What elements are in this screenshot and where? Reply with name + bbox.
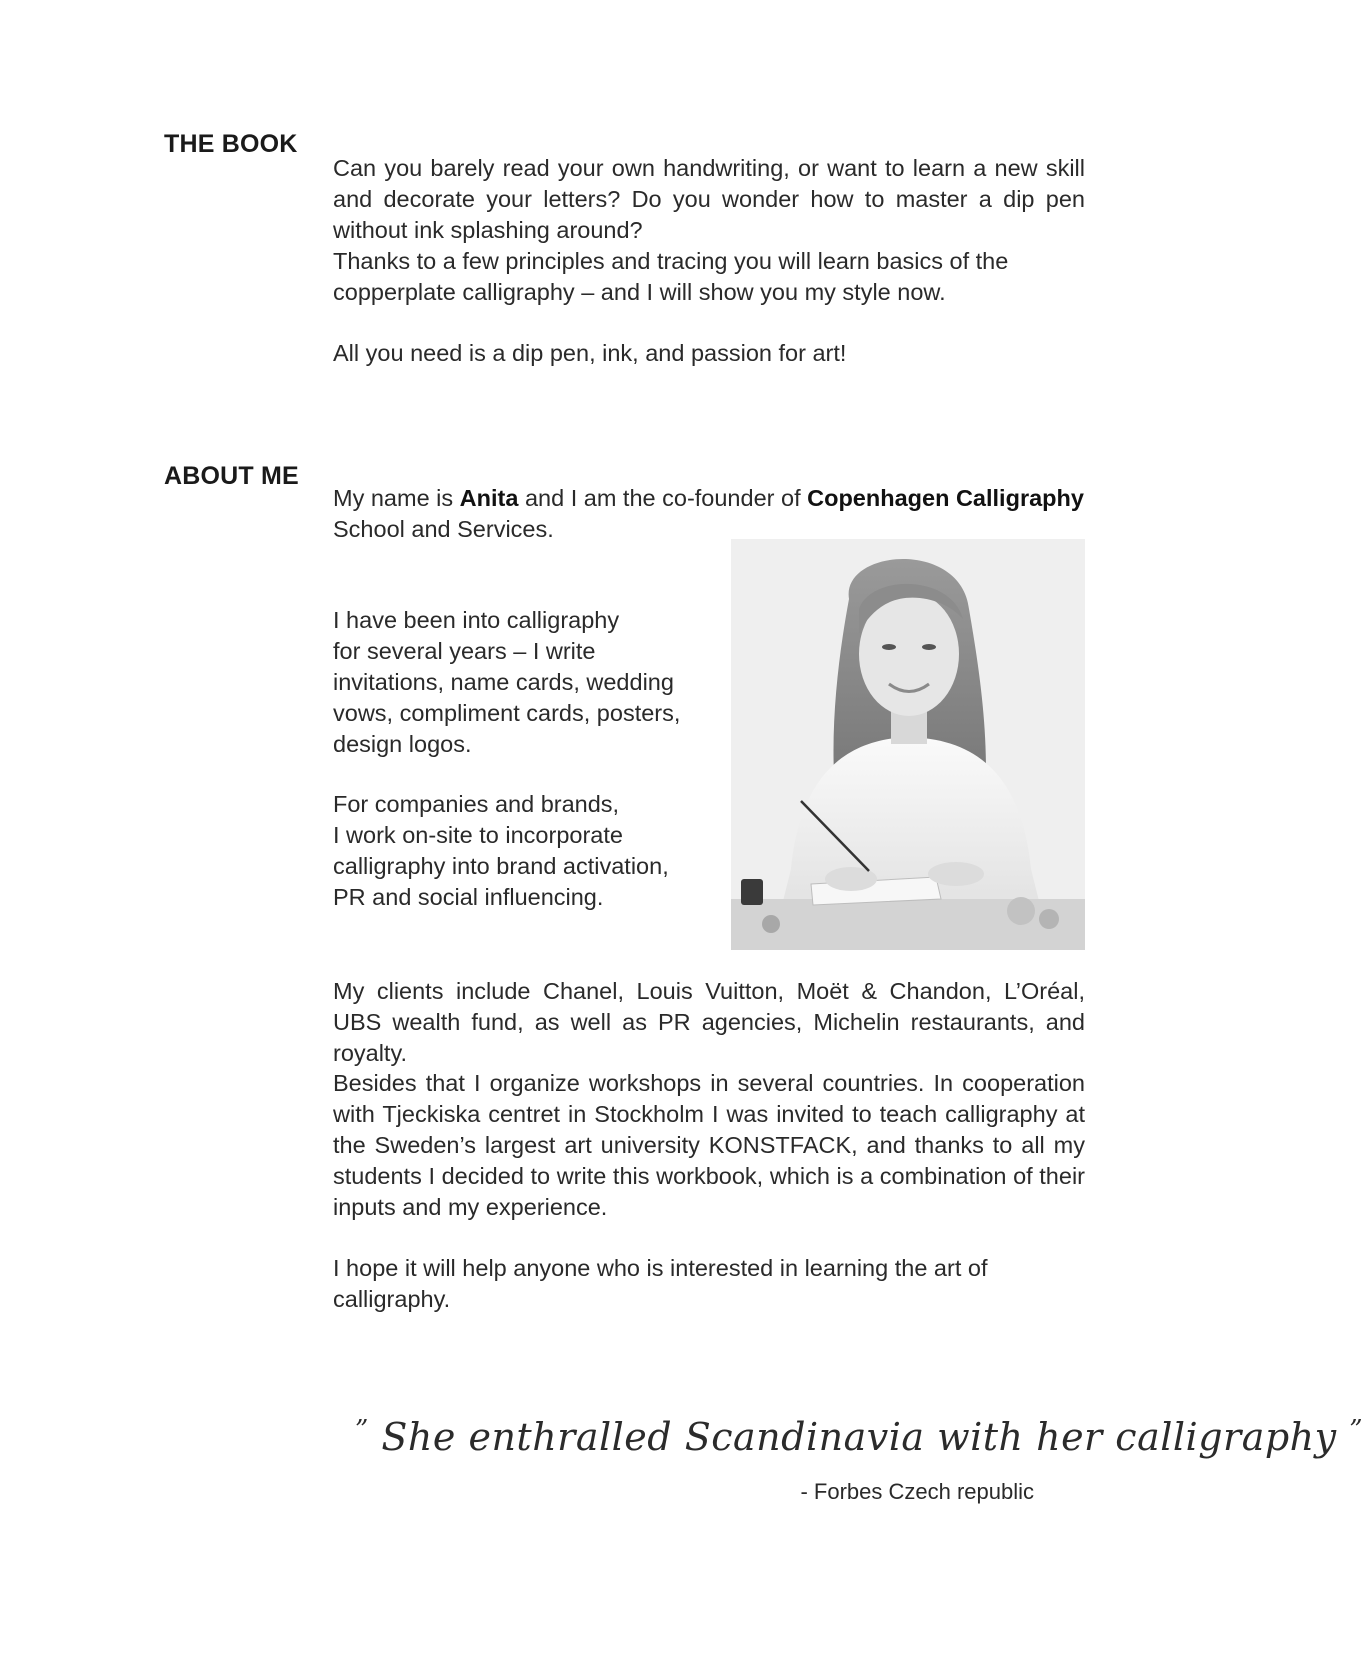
about-p3-line: calligraphy into brand activation, xyxy=(333,853,669,879)
about-intro xyxy=(333,483,1085,545)
about-paragraph-3 xyxy=(333,789,693,913)
quote-open-mark: ” xyxy=(355,1415,369,1445)
section-heading-the-book: THE BOOK xyxy=(164,130,298,158)
about-intro-company: Copenhagen Calligraphy xyxy=(807,485,1084,511)
about-p3-line: For companies and brands, xyxy=(333,791,620,817)
about-intro-a: My name is xyxy=(333,485,460,511)
book-paragraph-2-line-2: copperplate calligraphy – and I will show you my style now. xyxy=(333,279,946,305)
about-p2-line: I have been into calligraphy xyxy=(333,607,620,633)
about-intro-c: School and Services. xyxy=(333,516,554,542)
about-paragraph-2 xyxy=(333,605,693,760)
about-p3-line: I work on-site to incorporate xyxy=(333,822,623,848)
about-p2-line: vows, compliment cards, posters, xyxy=(333,700,681,726)
book-paragraph-2 xyxy=(333,246,1085,308)
book-paragraph-1: Can you barely read your own handwriting, or want to learn a new skill and decorate your letters? Do you wonder how to master a dip pen without ink splashing around? xyxy=(333,155,1085,243)
about-p6-line-1: I hope it will help anyone who is interested in learning the art of xyxy=(333,1255,988,1281)
book-paragraph-2-line-1: Thanks to a few principles and tracing you will learn basics of the xyxy=(333,248,1009,274)
author-portrait-photo xyxy=(731,539,1085,950)
book-paragraph-3: All you need is a dip pen, ink, and passion for art! xyxy=(333,340,847,366)
about-p6-line-2: calligraphy. xyxy=(333,1286,451,1312)
about-intro-name: Anita xyxy=(459,485,519,511)
about-p2-line: for several years – I write xyxy=(333,638,596,664)
quote-source: - Forbes Czech republic xyxy=(800,1479,1034,1504)
about-intro-b: and I am the co-founder of xyxy=(518,485,808,511)
pull-quote xyxy=(355,1415,1363,1459)
about-p3-line: PR and social influencing. xyxy=(333,884,604,910)
about-paragraph-6 xyxy=(333,1253,1085,1315)
quote-close-mark: ” xyxy=(1349,1415,1363,1445)
portrait-illustration xyxy=(731,539,1085,950)
about-p2-line: design logos. xyxy=(333,731,472,757)
section-heading-about-me: ABOUT ME xyxy=(164,462,299,490)
about-p2-line: invitations, name cards, wedding xyxy=(333,669,674,695)
quote-text: She enthralled Scandinavia with her calligraphy xyxy=(381,1415,1337,1459)
about-paragraph-4: My clients include Chanel, Louis Vuitton, Moët & Chandon, L’Oréal, UBS wealth fund, as well as PR agencies, Michelin restaurants, and royalty. xyxy=(333,978,1085,1066)
about-paragraph-5: Besides that I organize workshops in several countries. In cooperation with Tjeckiska centret in Stockholm I was invited to teach calligraphy at the Sweden’s largest art university KONSTFACK, and thanks to all my students I decided to write this workbook, which is a combination of their inputs and my experience. xyxy=(333,1070,1085,1220)
